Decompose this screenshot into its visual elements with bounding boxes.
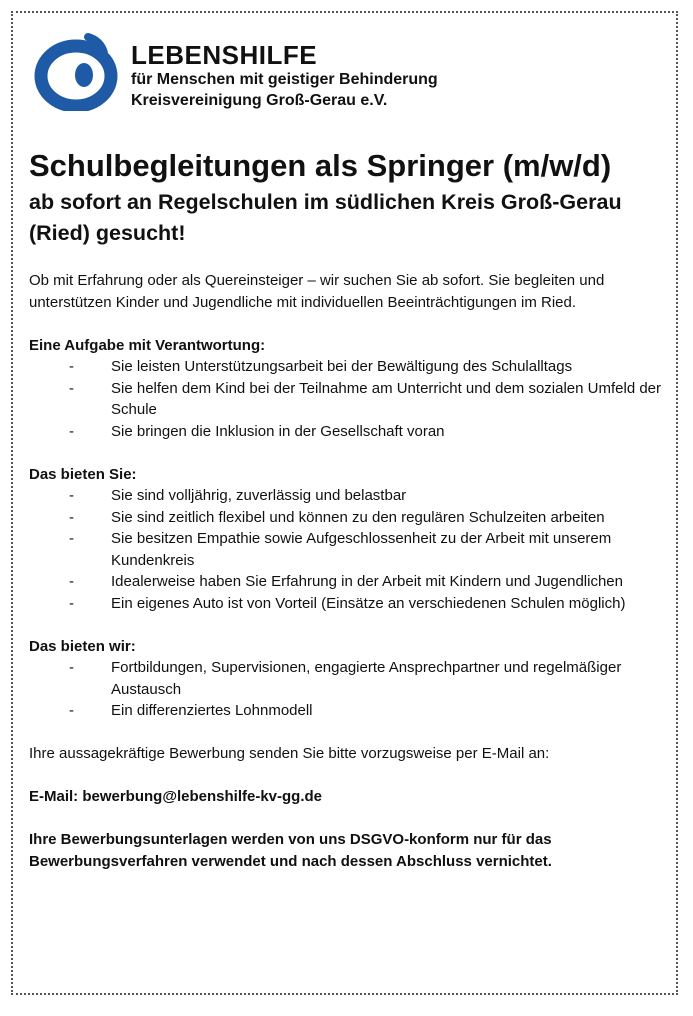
list-item: - Sie bringen die Inklusion in der Gesellschaft voran bbox=[29, 421, 665, 443]
requirements-list bbox=[29, 485, 665, 614]
job-title: Schulbegleitungen als Springer (m/w/d) bbox=[29, 148, 612, 183]
job-subtitle: ab sofort an Regelschulen im südlichen Kreis Groß-Gerau (Ried) gesucht! bbox=[29, 190, 622, 245]
list-item: - Sie sind zeitlich flexibel und können zu den regulären Schulzeiten arbeiten bbox=[29, 507, 665, 529]
list-item: - Sie leisten Unterstützungsarbeit bei der Bewältigung des Schulalltags bbox=[29, 356, 665, 378]
list-item: - Fortbildungen, Supervisionen, engagierte Ansprechpartner und regelmäßiger Austausch bbox=[29, 657, 665, 700]
application-note: Ihre aussagekräftige Bewerbung senden Sie bitte vorzugsweise per E-Mail an: bbox=[29, 745, 550, 762]
tasks-list bbox=[29, 356, 665, 442]
job-description bbox=[29, 270, 665, 872]
lebenshilfe-logo-icon bbox=[30, 31, 125, 111]
organization-name: LEBENSHILFE bbox=[131, 40, 318, 70]
list-item: - Idealerweise haben Sie Erfahrung in der Arbeit mit Kindern und Jugendlichen bbox=[29, 571, 665, 593]
intro-paragraph: Ob mit Erfahrung oder als Quereinsteiger – wir suchen Sie ab sofort. Sie begleiten und unterstützen Kinder und Jugendliche mit individuellen Beeinträchtigungen im Ried. bbox=[29, 272, 605, 311]
list-item: - Sie helfen dem Kind bei der Teilnahme am Unterricht und dem sozialen Umfeld der Schule bbox=[29, 378, 665, 421]
organization-branch: Kreisvereinigung Groß-Gerau e.V. bbox=[131, 92, 388, 109]
offer-list bbox=[29, 657, 665, 722]
email-line[interactable]: E-Mail: bewerbung@lebenshilfe-kv-gg.de bbox=[29, 788, 322, 805]
list-item: - Sie sind volljährig, zuverlässig und belastbar bbox=[29, 485, 665, 507]
section-heading-offer: Das bieten wir: bbox=[29, 637, 136, 655]
section-heading-requirements: Das bieten Sie: bbox=[29, 465, 137, 483]
organization-tagline: für Menschen mit geistiger Behinderung bbox=[131, 71, 438, 88]
section-heading-tasks: Eine Aufgabe mit Verantwortung: bbox=[29, 336, 266, 354]
privacy-note: Ihre Bewerbungsunterlagen werden von uns DSGVO-konform nur für das Bewerbungsverfahren verwendet und nach dessen Abschluss vernichtet. bbox=[29, 831, 552, 870]
list-item: - Ein differenziertes Lohnmodell bbox=[29, 700, 665, 722]
list-item: - Sie besitzen Empathie sowie Aufgeschlossenheit zu der Arbeit mit unserem Kundenkreis bbox=[29, 528, 665, 571]
list-item: - Ein eigenes Auto ist von Vorteil (Einsätze an verschiedenen Schulen möglich) bbox=[29, 593, 665, 615]
